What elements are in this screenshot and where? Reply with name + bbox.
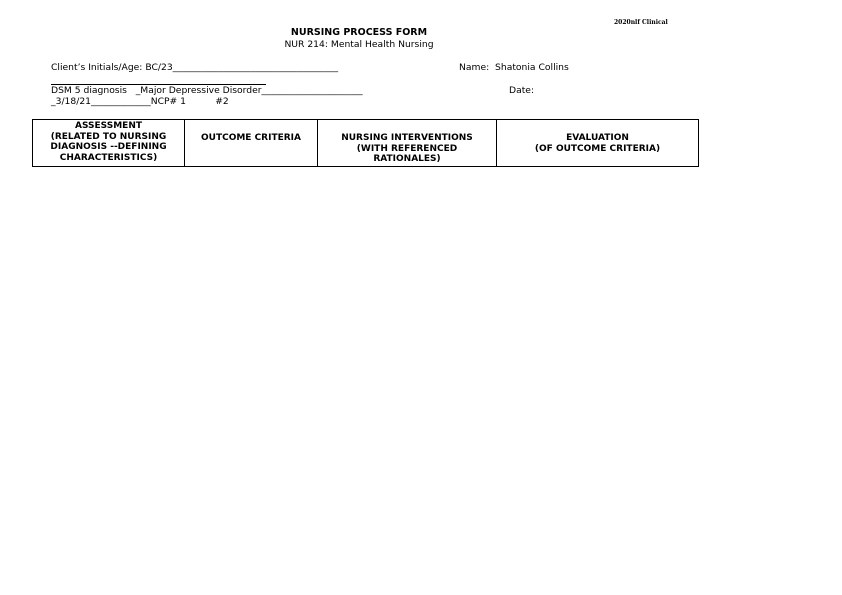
date-ncp-field: _3/18/21_____________NCP# 1 #2: [51, 96, 229, 107]
dsm-diagnosis-field: DSM 5 diagnosis _Major Depressive Disorder______________________: [51, 85, 363, 96]
date-label: Date:: [509, 85, 535, 96]
nursing-process-table: [32, 119, 699, 167]
form-title: NURSING PROCESS FORM: [290, 27, 428, 38]
clinical-year-tag: 2020nlf Clinical: [614, 19, 668, 26]
column-header-nursing-interventions: NURSING INTERVENTIONS (WITH REFERENCED RATIONALES): [318, 120, 497, 167]
client-initials-age-field: Client’s Initials/Age: BC/23____________________________________: [51, 62, 339, 73]
course-subtitle: NUR 214: Mental Health Nursing: [284, 39, 434, 50]
table-header-row: [33, 120, 699, 167]
column-header-assessment: ASSESSMENT (RELATED TO NURSING DIAGNOSIS --DEFINING CHARACTERISTICS): [33, 120, 185, 167]
column-header-outcome-criteria: OUTCOME CRITERIA: [185, 120, 318, 167]
student-name-field: Name: Shatonia Collins: [459, 62, 569, 73]
column-header-evaluation: EVALUATION (OF OUTCOME CRITERIA): [497, 120, 699, 167]
